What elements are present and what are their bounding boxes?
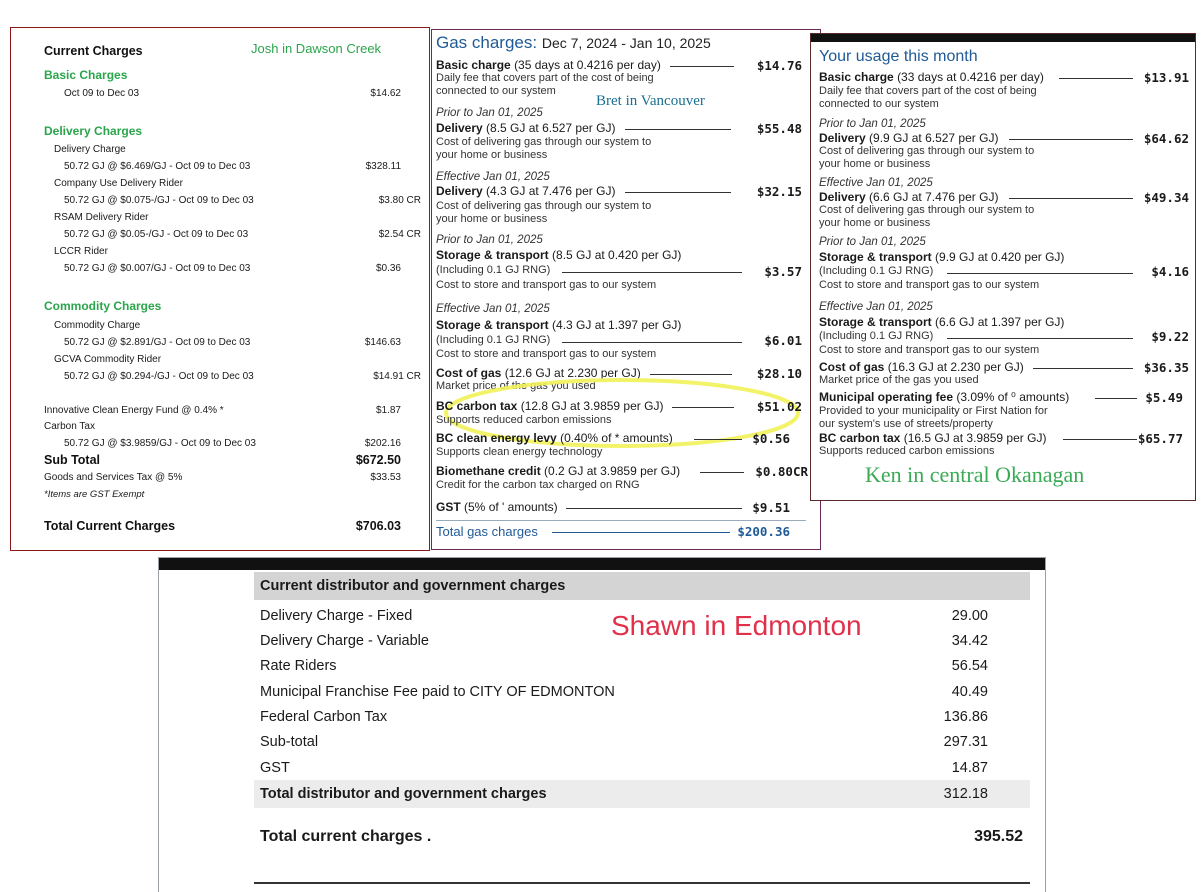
ken-delivery2-row: Delivery (6.6 GJ at 7.476 per GJ) <box>819 190 999 204</box>
bret-basic-row: Basic charge (35 days at 0.4216 per day) <box>436 58 661 72</box>
bret-effective1: Effective Jan 01, 2025 <box>436 171 550 183</box>
josh-bill-panel <box>10 27 430 551</box>
ken-storage1-desc: Cost to store and transport gas to our system <box>819 279 1040 291</box>
shawn-row-value: 40.49 <box>951 684 988 700</box>
josh-total-amount: $706.03 <box>355 519 401 533</box>
josh-basic-amount: $14.62 <box>370 88 401 99</box>
bret-delivery2-row: Delivery (4.3 GJ at 7.476 per GJ) <box>436 184 616 198</box>
bret-total-amount: $200.36 <box>737 524 790 539</box>
bret-storage2-row: Storage & transport (4.3 GJ at 1.397 per GJ) <box>436 318 682 332</box>
josh-commodity-calc: 50.72 GJ @ $2.891/GJ - Oct 09 to Dec 03 <box>64 337 251 348</box>
ken-storage1-amount: $4.16 <box>1151 264 1189 279</box>
josh-icef-amount: $1.87 <box>375 405 401 416</box>
bret-delivery1-row: Delivery (8.5 GJ at 6.527 per GJ) <box>436 121 616 135</box>
ken-muni-desc1: Provided to your municipality or First Nation for <box>819 405 1048 417</box>
bret-prior2: Prior to Jan 01, 2025 <box>436 234 543 246</box>
ken-delivery2-amount: $49.34 <box>1143 190 1189 205</box>
bret-leader <box>625 129 731 130</box>
josh-commodity-amount: $146.63 <box>364 337 401 348</box>
bret-effective2: Effective Jan 01, 2025 <box>436 303 550 315</box>
ken-storage2-rng: (Including 0.1 GJ RNG) <box>819 330 934 342</box>
bret-storage1-row: Storage & transport (8.5 GJ at 0.420 per GJ) <box>436 248 682 262</box>
shawn-row-value: 34.42 <box>951 633 988 649</box>
josh-company-use: Company Use Delivery Rider <box>54 178 183 189</box>
bret-storage1-amount: $3.57 <box>764 264 802 279</box>
ken-bill-panel <box>810 33 1196 501</box>
josh-gcva: GCVA Commodity Rider <box>54 354 162 365</box>
bret-levy-desc: Supports clean energy technology <box>436 446 603 458</box>
josh-carbon-amount: $202.16 <box>364 438 401 449</box>
ken-prior1: Prior to Jan 01, 2025 <box>819 118 926 130</box>
shawn-tag: Shawn in Edmonton <box>611 610 862 641</box>
ken-gas-amount: $36.35 <box>1143 360 1189 375</box>
josh-subtotal-amount: $672.50 <box>355 453 401 467</box>
bret-basic-desc1: Daily fee that covers part of the cost of being <box>436 72 654 84</box>
bret-levy-row: BC clean energy levy (0.40% of * amounts) <box>436 431 673 445</box>
bret-delivery1-desc1: Cost of delivering gas through our system to <box>436 136 652 148</box>
bret-prior1: Prior to Jan 01, 2025 <box>436 107 543 119</box>
ken-top-bar <box>811 34 1195 42</box>
josh-lccr-amount: $0.36 <box>375 263 401 274</box>
josh-commodity-charge: Commodity Charge <box>54 320 141 331</box>
ken-storage2-desc: Cost to store and transport gas to our system <box>819 344 1040 356</box>
bret-gst-row: GST (5% of ' amounts) <box>436 500 558 514</box>
bret-bio-amount: $0.80CR <box>755 464 808 479</box>
bret-delivery2-desc2: your home or business <box>436 213 548 225</box>
josh-icef: Innovative Clean Energy Fund @ 0.4% * <box>44 405 224 416</box>
ken-storage2-amount: $9.22 <box>1151 329 1189 344</box>
josh-company-amount: $3.80 CR <box>378 195 421 206</box>
bret-storage2-rng: (Including 0.1 GJ RNG) <box>436 334 551 346</box>
ken-delivery2-desc1: Cost of delivering gas through our system to <box>819 204 1035 216</box>
shawn-row-label: Federal Carbon Tax <box>260 709 388 725</box>
bret-tag: Bret in Vancouver <box>596 93 705 109</box>
ken-basic-amount: $13.91 <box>1143 70 1189 85</box>
ken-tag: Ken in central Okanagan <box>865 462 1085 487</box>
shawn-row-value: 136.86 <box>943 709 988 725</box>
josh-delivery-amount: $328.11 <box>365 161 401 172</box>
josh-gcva-amount: $14.91 CR <box>373 371 421 382</box>
josh-tag: Josh in Dawson Creek <box>251 41 382 56</box>
bret-bio-row: Biomethane credit (0.2 GJ at 3.9859 per GJ) <box>436 464 681 478</box>
shawn-total-value: 312.18 <box>943 786 988 802</box>
bret-delivery1-amount: $55.48 <box>756 121 802 136</box>
ken-carbon-amount: $65.77 <box>1137 431 1183 446</box>
bret-total-leader <box>552 532 730 533</box>
josh-carbon-calc: 50.72 GJ @ $3.9859/GJ - Oct 09 to Dec 03 <box>64 438 256 449</box>
ken-basic-desc1: Daily fee that covers part of the cost of being <box>819 85 1037 97</box>
bret-storage2-desc: Cost to store and transport gas to our system <box>436 348 657 360</box>
shawn-row-value: 297.31 <box>943 734 988 750</box>
bret-carbon-desc: Supports reduced carbon emissions <box>436 414 612 426</box>
shawn-row-value: 56.54 <box>951 658 988 674</box>
ken-gas-desc: Market price of the gas you used <box>819 374 979 386</box>
josh-delivery-header: Delivery Charges <box>44 124 143 138</box>
ken-delivery1-row: Delivery (9.9 GJ at 6.527 per GJ) <box>819 131 999 145</box>
josh-total: Total Current Charges <box>44 519 176 533</box>
ken-effective1: Effective Jan 01, 2025 <box>819 177 933 189</box>
bret-total-label: Total gas charges <box>436 524 538 539</box>
josh-company-calc: 50.72 GJ @ $0.075-/GJ - Oct 09 to Dec 03 <box>64 195 254 206</box>
josh-carbon: Carbon Tax <box>44 421 95 432</box>
josh-basic-period: Oct 09 to Dec 03 <box>64 88 140 99</box>
ken-carbon-desc: Supports reduced carbon emissions <box>819 445 995 457</box>
shawn-bill-panel <box>158 557 1046 892</box>
josh-exempt-note: *Items are GST Exempt <box>44 489 145 500</box>
bret-gas-row: Cost of gas (12.6 GJ at 2.230 per GJ) <box>436 366 641 380</box>
josh-rsam-amount: $2.54 CR <box>378 229 421 240</box>
josh-basic-header: Basic Charges <box>44 68 128 82</box>
bret-bio-desc: Credit for the carbon tax charged on RNG <box>436 479 640 491</box>
shawn-grand-label: Total current charges . <box>260 828 432 845</box>
bret-total-rule <box>436 520 806 521</box>
josh-commodity-header: Commodity Charges <box>44 299 162 313</box>
ken-title: Your usage this month <box>819 48 978 65</box>
josh-subtotal: Sub Total <box>44 453 101 467</box>
bret-leader <box>562 272 742 273</box>
shawn-header: Current distributor and government charges <box>260 578 566 594</box>
shawn-row-label: Delivery Charge - Fixed <box>260 608 413 624</box>
bret-period: Dec 7, 2024 - Jan 10, 2025 <box>541 35 711 51</box>
josh-gcva-calc: 50.72 GJ @ $0.294-/GJ - Oct 09 to Dec 03 <box>64 371 254 382</box>
shawn-bottom-rule <box>254 882 1030 884</box>
bret-storage2-amount: $6.01 <box>764 333 802 348</box>
ken-delivery1-amount: $64.62 <box>1143 131 1189 146</box>
shawn-row-value: 29.00 <box>951 608 988 624</box>
bret-basic-desc2: connected to our system <box>436 85 556 97</box>
josh-delivery-charge: Delivery Charge <box>54 144 126 155</box>
josh-rsam-calc: 50.72 GJ @ $0.05-/GJ - Oct 09 to Dec 03 <box>64 229 249 240</box>
bret-gst-amount: $9.51 <box>752 500 790 515</box>
bret-gas-amount: $28.10 <box>756 366 802 381</box>
ken-prior2: Prior to Jan 01, 2025 <box>819 236 926 248</box>
bret-gas-desc: Market price of the gas you used <box>436 380 596 392</box>
shawn-row-value: 14.87 <box>951 760 988 776</box>
josh-gst: Goods and Services Tax @ 5% <box>44 472 183 483</box>
bret-delivery1-desc2: your home or business <box>436 149 548 161</box>
josh-title: Current Charges <box>44 44 143 58</box>
bret-bill-panel <box>431 29 821 550</box>
bret-storage1-desc: Cost to store and transport gas to our system <box>436 279 657 291</box>
bret-basic-amount: $14.76 <box>756 58 802 73</box>
josh-lccr-calc: 50.72 GJ @ $0.007/GJ - Oct 09 to Dec 03 <box>64 263 251 274</box>
ken-storage1-rng: (Including 0.1 GJ RNG) <box>819 265 934 277</box>
ken-muni-amount: $5.49 <box>1145 390 1183 405</box>
bret-carbon-row: BC carbon tax (12.8 GJ at 3.9859 per GJ) <box>436 399 664 413</box>
bret-carbon-amount: $51.02 <box>756 399 802 414</box>
josh-delivery-calc: 50.72 GJ @ $6.469/GJ - Oct 09 to Dec 03 <box>64 161 251 172</box>
bret-delivery2-amount: $32.15 <box>756 184 802 199</box>
ken-effective2: Effective Jan 01, 2025 <box>819 301 933 313</box>
ken-muni-desc2: our system's use of streets/property <box>819 418 993 430</box>
ken-storage2-row: Storage & transport (6.6 GJ at 1.397 per GJ) <box>819 315 1065 329</box>
shawn-row-label: Municipal Franchise Fee paid to CITY OF EDMONTON <box>260 684 615 700</box>
ken-delivery1-desc1: Cost of delivering gas through our system to <box>819 145 1035 157</box>
shawn-total-label: Total distributor and government charges <box>260 786 547 802</box>
shawn-grand-value: 395.52 <box>974 828 1023 845</box>
josh-lccr: LCCR Rider <box>54 246 108 257</box>
bret-title: Gas charges: Dec 7, 2024 - Jan 10, 2025 <box>436 33 711 52</box>
ken-storage1-row: Storage & transport (9.9 GJ at 0.420 per GJ) <box>819 250 1065 264</box>
shawn-row-label: GST <box>260 760 290 776</box>
ken-delivery1-desc2: your home or business <box>819 158 931 170</box>
josh-gst-amount: $33.53 <box>370 472 401 483</box>
bret-storage1-rng: (Including 0.1 GJ RNG) <box>436 264 551 276</box>
ken-delivery2-desc2: your home or business <box>819 217 931 229</box>
shawn-top-bar <box>159 558 1045 570</box>
ken-carbon-row: BC carbon tax (16.5 GJ at 3.9859 per GJ) <box>819 431 1047 445</box>
ken-basic-row: Basic charge (33 days at 0.4216 per day) <box>819 70 1044 84</box>
shawn-row-label: Delivery Charge - Variable <box>260 633 429 649</box>
ken-gas-row: Cost of gas (16.3 GJ at 2.230 per GJ) <box>819 360 1024 374</box>
ken-basic-desc2: connected to our system <box>819 98 939 110</box>
ken-muni-row: Municipal operating fee (3.09% of ⁰ amounts) <box>819 390 1070 404</box>
josh-rsam: RSAM Delivery Rider <box>54 212 149 223</box>
bret-levy-amount: $0.56 <box>752 431 790 446</box>
shawn-row-label: Rate Riders <box>260 658 337 674</box>
bret-leader <box>625 192 731 193</box>
shawn-row-label: Sub-total <box>260 734 319 750</box>
bret-delivery2-desc1: Cost of delivering gas through our system to <box>436 200 652 212</box>
bret-leader <box>562 342 742 343</box>
